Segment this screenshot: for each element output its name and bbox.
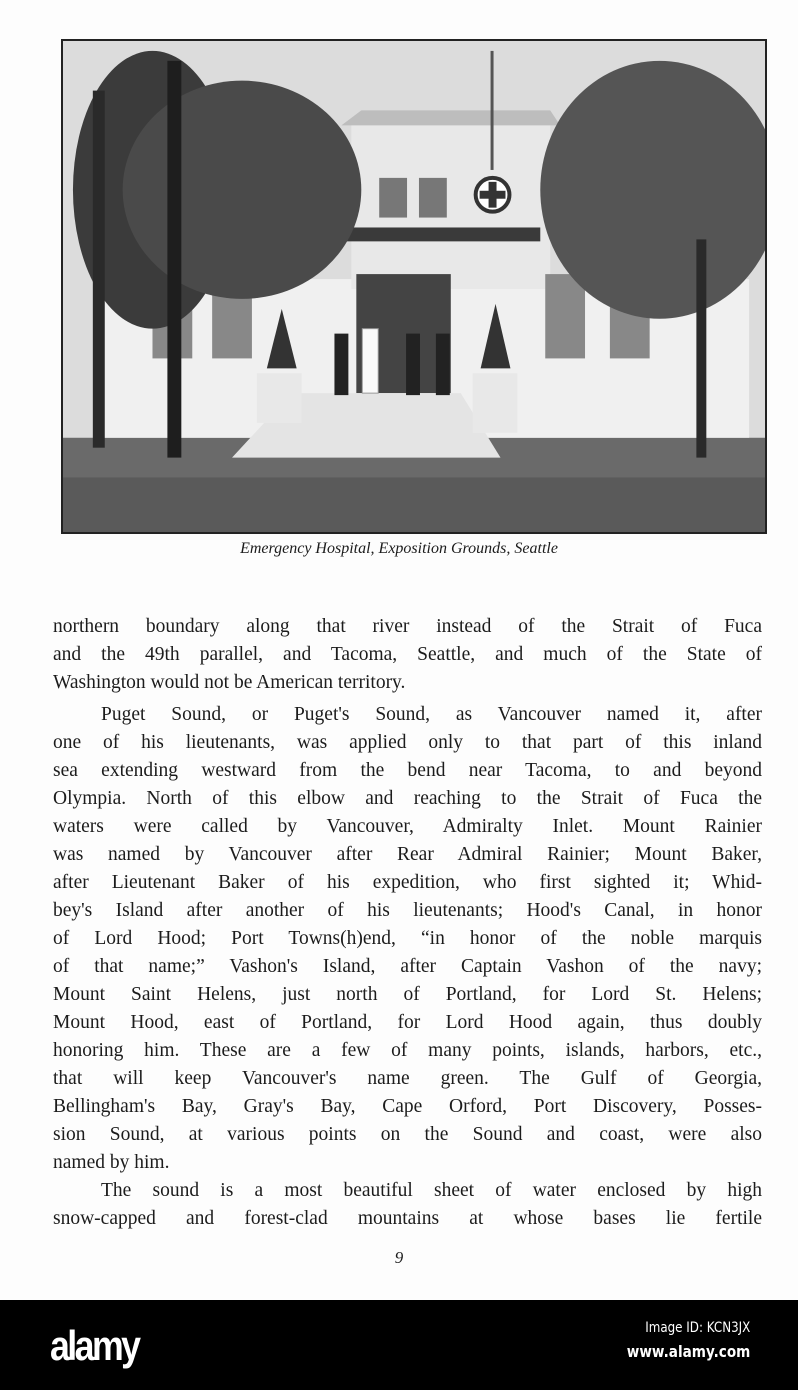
- text-line: honoring him. These are a few of many points, islands, harbors, etc.,: [53, 1040, 762, 1061]
- text-line: Bellingham's Bay, Gray's Bay, Cape Orford, Port Discovery, Posses-: [53, 1096, 762, 1117]
- image-id: Image ID: KCN3JX: [644, 1320, 750, 1336]
- text-line: Mount Hood, east of Portland, for Lord Hood again, thus doubly: [53, 1012, 762, 1033]
- text-line: Washington would not be American territory.: [53, 672, 406, 693]
- page-number: 9: [394, 1248, 404, 1267]
- text-line: that will keep Vancouver's name green. The Gulf of Georgia,: [53, 1068, 762, 1089]
- alamy-logo: alamy: [50, 1322, 139, 1369]
- body-text: [53, 613, 762, 1233]
- text-line: The sound is a most beautiful sheet of water enclosed by high: [101, 1180, 762, 1201]
- text-line: waters were called by Vancouver, Admiralty Inlet. Mount Rainier: [53, 816, 762, 837]
- hospital-photo: [61, 39, 767, 534]
- text-line: and the 49th parallel, and Tacoma, Seattle, and much of the State of: [53, 644, 762, 665]
- text-line: snow-capped and forest-clad mountains at whose bases lie fertile: [53, 1208, 762, 1229]
- text-line: bey's Island after another of his lieutenants; Hood's Canal, in honor: [53, 900, 762, 921]
- hospital-photo-illustration: [63, 41, 765, 532]
- watermark-bar: [0, 1300, 798, 1390]
- text-line: one of his lieutenants, was applied only to that part of this inland: [53, 732, 762, 753]
- text-line: sion Sound, at various points on the Sound and coast, were also: [53, 1124, 762, 1145]
- text-line: of that name;” Vashon's Island, after Captain Vashon of the navy;: [53, 956, 762, 977]
- watermark-url: www.alamy.com: [626, 1342, 750, 1361]
- text-line: Mount Saint Helens, just north of Portland, for Lord St. Helens;: [53, 984, 762, 1005]
- text-line: Puget Sound, or Puget's Sound, as Vancouver named it, after: [101, 704, 762, 725]
- text-line: northern boundary along that river instead of the Strait of Fuca: [53, 616, 762, 637]
- photo-caption: Emergency Hospital, Exposition Grounds, Seattle: [240, 540, 558, 557]
- text-line: sea extending westward from the bend near Tacoma, to and beyond: [53, 760, 762, 781]
- text-line: named by him.: [53, 1152, 170, 1173]
- text-line: of Lord Hood; Port Towns(h)end, “in honor of the noble marquis: [53, 928, 762, 949]
- text-line: was named by Vancouver after Rear Admiral Rainier; Mount Baker,: [53, 844, 762, 865]
- text-line: Olympia. North of this elbow and reaching to the Strait of Fuca the: [53, 788, 762, 809]
- text-line: after Lieutenant Baker of his expedition, who first sighted it; Whid-: [53, 872, 762, 893]
